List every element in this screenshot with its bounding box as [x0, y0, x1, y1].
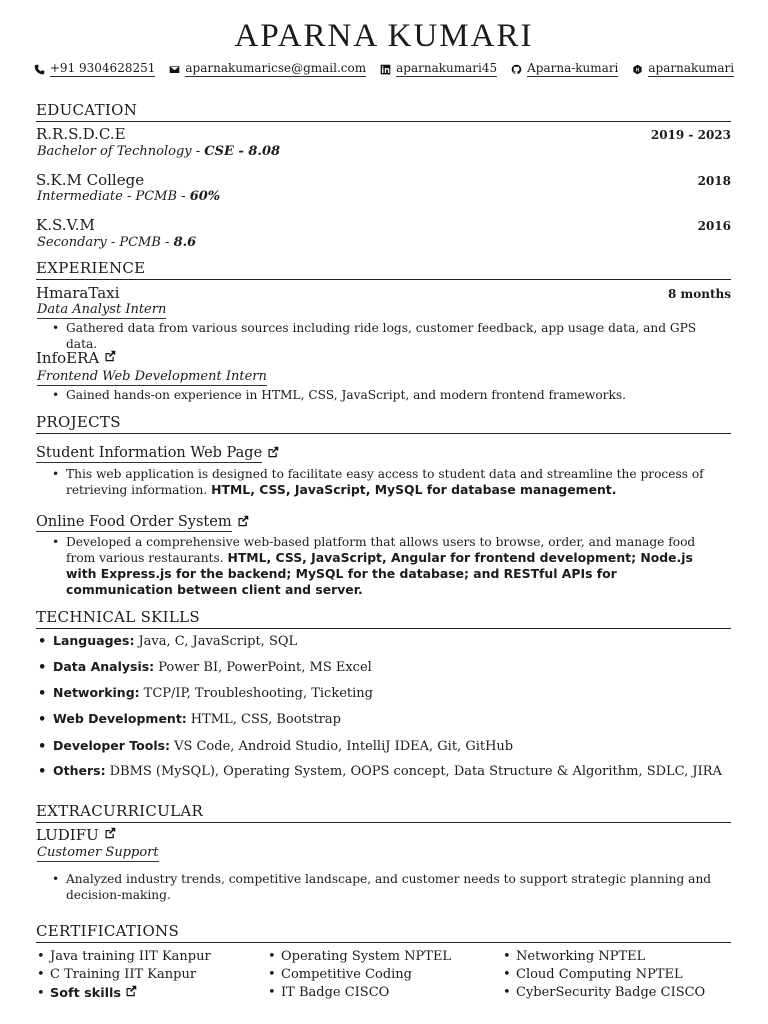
skill-label: Others:	[53, 763, 106, 778]
degree-line	[37, 144, 280, 159]
skill-row	[38, 738, 513, 754]
skill-label: Data Analysis:	[53, 659, 155, 674]
cert-item	[503, 985, 705, 1000]
cert-item	[37, 949, 211, 964]
role	[37, 845, 159, 860]
skill-value: Java, C, JavaScript, SQL	[138, 634, 298, 649]
school-name: S.K.M College	[36, 171, 145, 189]
cert-item	[503, 967, 683, 982]
date: 2019 - 2023	[650, 128, 731, 142]
role-title: Frontend Web Development Intern	[37, 369, 267, 384]
education-item	[36, 125, 731, 143]
skill-row	[38, 659, 372, 675]
bullet-text: Gathered data from various sources including ride logs, customer feedback, app usage data, and GPS data.	[66, 321, 697, 351]
contact-phone[interactable]	[34, 61, 156, 77]
list-item	[52, 320, 722, 352]
org-name[interactable]: LUDIFU	[36, 826, 99, 844]
tech-stack: HTML, CSS, JavaScript, MySQL for database management.	[211, 482, 617, 497]
linkedin-icon	[380, 64, 391, 75]
company-name: HmaraTaxi	[36, 284, 120, 302]
bullet: •	[52, 467, 60, 481]
contact-bar	[0, 61, 768, 77]
tech-stack: HTML, CSS, JavaScript, Angular for frontend development; Node.js with Express.js for the backend; MySQL for the database; and RESTful APIs for communication between client and server.	[66, 550, 693, 597]
bullet: •	[268, 949, 276, 964]
bullet: •	[38, 634, 47, 649]
cert-text: IT Badge CISCO	[281, 985, 390, 1000]
section-projects-heading: PROJECTS	[36, 413, 731, 434]
cert-text: C Training IIT Kanpur	[50, 967, 197, 982]
contact-email[interactable]	[169, 61, 366, 77]
project-title[interactable]	[36, 514, 249, 532]
bullet: •	[268, 985, 276, 1000]
degree: Intermediate - PCMB -	[37, 189, 190, 204]
bullet: •	[37, 986, 45, 1001]
candidate-name: APARNA KUMARI	[234, 18, 534, 54]
section-education-heading: EDUCATION	[36, 101, 731, 122]
external-link-icon[interactable]	[104, 827, 116, 843]
list-item	[52, 466, 722, 498]
degree: Secondary - PCMB -	[37, 235, 174, 250]
cert-text: Networking NPTEL	[516, 949, 646, 964]
bullet: •	[268, 967, 276, 982]
skill-value: HTML, CSS, Bootstrap	[190, 712, 341, 727]
role-title: Customer Support	[37, 845, 159, 860]
bullet: •	[52, 388, 60, 402]
contact-github[interactable]	[511, 61, 618, 77]
cert-item	[268, 985, 389, 1000]
degree-line	[37, 189, 220, 204]
bullet: •	[38, 686, 47, 701]
bullet: •	[52, 321, 60, 335]
skill-value: DBMS (MySQL), Operating System, OOPS concept, Data Structure & Algorithm, SDLC, JIRA	[109, 764, 722, 779]
external-link-icon[interactable]	[125, 985, 137, 1001]
score: CSE - 8.08	[204, 144, 281, 159]
skill-row	[38, 685, 373, 701]
contact-linkedin[interactable]	[380, 61, 497, 77]
bullet: •	[52, 535, 60, 549]
bullet-text: Gained hands-on experience in HTML, CSS, JavaScript, and modern frontend frameworks.	[66, 388, 626, 402]
project-name[interactable]: Student Information Web Page	[36, 445, 263, 461]
skill-value: Power BI, PowerPoint, MS Excel	[158, 660, 372, 675]
skill-label: Languages:	[53, 633, 135, 648]
bullet: •	[38, 764, 47, 779]
education-item	[36, 171, 731, 189]
cert-text: CyberSecurity Badge CISCO	[516, 985, 706, 1000]
degree-line	[37, 235, 196, 250]
cert-text: Operating System NPTEL	[281, 949, 452, 964]
bullet-text: Developed a comprehensive web-based platform that allows users to browse, order, and manage food from various restaurants.	[66, 535, 696, 565]
school-name: R.R.S.D.C.E	[36, 125, 126, 143]
list-item	[52, 387, 722, 403]
bullet: •	[503, 985, 511, 1000]
bullet-text: This web application is designed to facilitate easy access to student data and streamline the process of retrieving information.	[66, 467, 704, 497]
company-name[interactable]: InfoERA	[36, 349, 100, 367]
project-title[interactable]	[36, 445, 279, 463]
score: 8.6	[173, 235, 197, 250]
duration: 8 months	[668, 287, 731, 301]
cert-item	[268, 967, 412, 982]
email-icon	[169, 64, 180, 75]
hackerrank-icon	[632, 64, 643, 75]
skill-label: Web Development:	[53, 711, 187, 726]
skill-value: VS Code, Android Studio, IntelliJ IDEA, Git, GitHub	[174, 739, 514, 754]
project-name[interactable]: Online Food Order System	[36, 514, 232, 530]
skill-row	[38, 633, 297, 649]
skill-label: Networking:	[53, 685, 140, 700]
cert-item	[268, 949, 451, 964]
external-link-icon[interactable]	[104, 350, 116, 366]
date: 2018	[697, 174, 731, 188]
degree: Bachelor of Technology -	[37, 144, 205, 159]
skill-label: Developer Tools:	[53, 738, 171, 753]
skill-value: TCP/IP, Troubleshooting, Ticketing	[143, 686, 373, 701]
cert-text: Competitive Coding	[281, 967, 412, 982]
bullet: •	[52, 872, 60, 886]
bullet: •	[38, 660, 47, 675]
external-link-icon[interactable]	[237, 515, 249, 531]
skill-row	[38, 711, 341, 727]
score: 60%	[189, 189, 221, 204]
skill-row	[38, 763, 722, 779]
linkedin-link[interactable]: aparnakumari45	[396, 61, 498, 75]
role	[37, 302, 166, 317]
date: 2016	[697, 219, 731, 233]
section-experience-heading: EXPERIENCE	[36, 259, 731, 280]
list-item	[52, 871, 722, 903]
section-skills-heading: TECHNICAL SKILLS	[36, 608, 731, 629]
github-icon	[511, 64, 522, 75]
bullet: •	[503, 949, 511, 964]
experience-item	[36, 284, 731, 302]
section-certifications-heading: CERTIFICATIONS	[36, 922, 731, 943]
section-extracurricular-heading: EXTRACURRICULAR	[36, 802, 731, 823]
bullet: •	[37, 949, 45, 964]
cert-item	[37, 967, 196, 982]
education-item	[36, 216, 731, 234]
github-link[interactable]: Aparna-kumari	[527, 61, 619, 75]
cert-item[interactable]	[37, 985, 137, 1001]
bullet: •	[38, 712, 47, 727]
external-link-icon[interactable]	[267, 446, 279, 462]
cert-text: Java training IIT Kanpur	[50, 949, 211, 964]
phone-icon	[34, 64, 45, 75]
contact-hackerrank[interactable]	[632, 61, 734, 77]
cert-item	[503, 949, 645, 964]
extracurricular-item[interactable]	[36, 826, 116, 844]
phone-link[interactable]: +91 9304628251	[49, 61, 156, 75]
list-item	[52, 534, 722, 598]
experience-item[interactable]	[36, 349, 116, 367]
school-name: K.S.V.M	[36, 216, 95, 234]
cert-text[interactable]: Soft skills	[50, 986, 122, 1001]
bullet: •	[37, 967, 45, 982]
role	[37, 369, 267, 384]
bullet: •	[503, 967, 511, 982]
cert-text: Cloud Computing NPTEL	[516, 967, 683, 982]
bullet-text: Analyzed industry trends, competitive landscape, and customer needs to support strategic planning and decision-making.	[66, 872, 712, 902]
role-title: Data Analyst Intern	[37, 302, 167, 317]
hackerrank-link[interactable]: aparnakumari	[648, 61, 735, 75]
email-link[interactable]: aparnakumaricse@gmail.com	[185, 61, 367, 75]
bullet: •	[38, 739, 47, 754]
